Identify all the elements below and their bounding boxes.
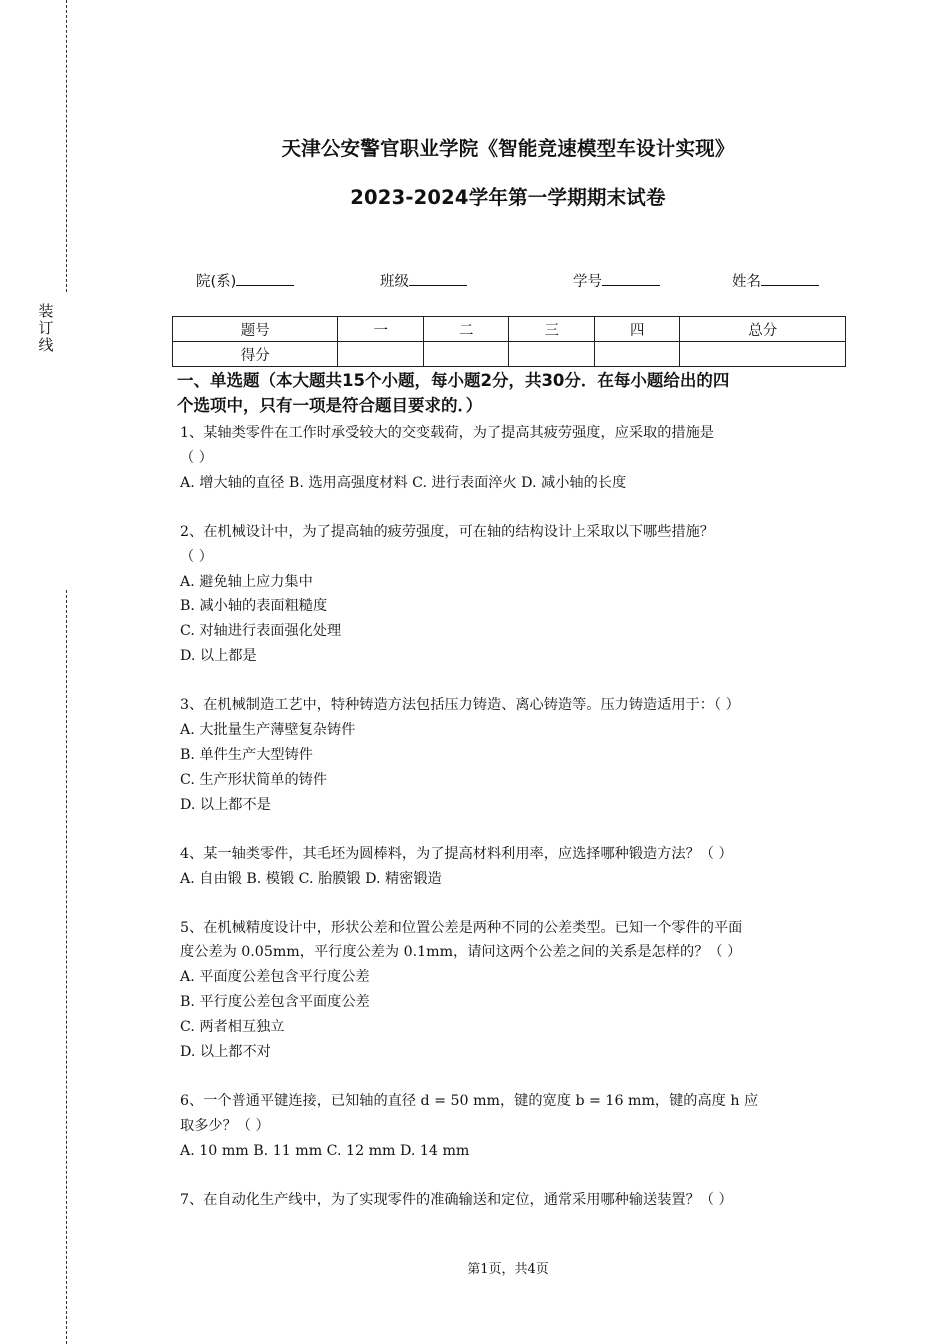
question-item	[180, 842, 840, 892]
score-cell[interactable]	[423, 342, 509, 367]
question-text: （ ）	[180, 548, 213, 565]
question-text: 取多少？（ ）	[180, 1117, 270, 1134]
score-table-score-row	[173, 342, 846, 367]
score-table	[172, 316, 846, 367]
answer-option[interactable]: A. 避免轴上应力集中	[180, 573, 313, 590]
exam-content	[177, 368, 840, 1237]
question-list	[180, 421, 840, 1213]
binding-label	[37, 303, 55, 354]
score-table-header-row	[173, 317, 846, 342]
answer-option[interactable]: A. 增大轴的直径 B. 选用高强度材料 C. 进行表面淬火 D. 减小轴的长度	[180, 474, 627, 491]
question-text: 4、某一轴类零件，其毛坯为圆棒料，为了提高材料利用率，应选择哪种锻造方法？（ ）	[180, 845, 733, 862]
score-cell[interactable]	[338, 342, 424, 367]
question-text: 2、在机械设计中，为了提高轴的疲劳强度，可在轴的结构设计上采取以下哪些措施？	[180, 523, 714, 540]
answer-option[interactable]: D. 以上都是	[180, 648, 257, 665]
question-text: 3、在机械制造工艺中，特种铸造方法包括压力铸造、离心铸造等。压力铸造适用于：（ ）	[180, 697, 740, 714]
class-field[interactable]	[380, 270, 467, 291]
binding-line-lower	[66, 590, 67, 1344]
answer-option[interactable]: C. 两者相互独立	[180, 1019, 285, 1036]
answer-option[interactable]: A. 平面度公差包含平行度公差	[180, 969, 370, 986]
department-label: 院(系)	[196, 274, 237, 290]
score-header-cell: 四	[594, 317, 680, 342]
answer-option[interactable]: C. 生产形状简单的铸件	[180, 771, 328, 788]
answer-option[interactable]: D. 以上都不是	[180, 796, 271, 813]
score-cell[interactable]	[680, 342, 846, 367]
answer-option[interactable]: A. 10 mm B. 11 mm C. 12 mm D. 14 mm	[180, 1142, 470, 1159]
answer-option[interactable]: B. 平行度公差包含平面度公差	[180, 994, 370, 1011]
question-text: 7、在自动化生产线中，为了实现零件的准确输送和定位，通常采用哪种输送装置？（ ）	[180, 1191, 733, 1208]
score-header-cell: 二	[423, 317, 509, 342]
student-id-label: 学号	[573, 274, 602, 290]
binding-char: 订	[38, 319, 54, 337]
name-blank[interactable]	[761, 271, 819, 286]
section-heading-line: 个选项中，只有一项是符合题目要求的．）	[177, 396, 483, 415]
section-heading-line: 一、单选题（本大题共15个小题，每小题2分，共30分．在每小题给出的四	[177, 371, 730, 390]
question-item	[180, 421, 840, 496]
score-row-label: 得分	[173, 342, 338, 367]
student-id-blank[interactable]	[602, 271, 660, 286]
question-text: （ ）	[180, 449, 213, 466]
score-header-cell: 总分	[680, 317, 846, 342]
binding-char: 装	[38, 302, 54, 320]
binding-char: 线	[38, 336, 54, 354]
question-text: 1、某轴类零件在工作时承受较大的交变载荷，为了提高其疲劳强度，应采取的措施是	[180, 425, 714, 441]
page-footer: 第1页，共4页	[467, 1262, 549, 1277]
student-id-field[interactable]	[573, 270, 660, 291]
score-header-cell: 一	[338, 317, 424, 342]
answer-option[interactable]: B. 减小轴的表面粗糙度	[180, 598, 328, 615]
question-item	[180, 916, 840, 1065]
name-field[interactable]	[732, 270, 819, 291]
score-header-cell: 三	[509, 317, 595, 342]
name-label: 姓名	[732, 274, 761, 290]
question-text: 5、在机械精度设计中，形状公差和位置公差是两种不同的公差类型。已知一个零件的平面	[180, 919, 743, 936]
answer-option[interactable]: A. 大批量生产薄壁复杂铸件	[180, 722, 356, 739]
class-blank[interactable]	[409, 271, 467, 286]
answer-option[interactable]: A. 自由锻 B. 模锻 C. 胎膜锻 D. 精密锻造	[180, 870, 442, 887]
question-text: 度公差为 0.05mm，平行度公差为 0.1mm，请问这两个公差之间的关系是怎样的？（ ）	[180, 944, 742, 961]
question-item	[180, 693, 840, 818]
question-item	[180, 520, 840, 669]
question-text: 6、一个普通平键连接，已知轴的直径 d = 50 mm，键的宽度 b = 16 mm，键的高度 h 应	[180, 1092, 759, 1109]
department-field[interactable]	[196, 270, 294, 291]
score-cell[interactable]	[594, 342, 680, 367]
answer-option[interactable]: D. 以上都不对	[180, 1044, 271, 1061]
section-heading	[177, 368, 840, 418]
exam-title-line1: 天津公安警官职业学院《智能竞速模型车设计实现》	[281, 137, 735, 160]
answer-option[interactable]: B. 单件生产大型铸件	[180, 746, 313, 763]
class-label: 班级	[380, 274, 409, 290]
department-blank[interactable]	[236, 271, 294, 286]
answer-option[interactable]: C. 对轴进行表面强化处理	[180, 623, 342, 640]
question-item	[180, 1188, 840, 1213]
score-cell[interactable]	[509, 342, 595, 367]
score-header-cell: 题号	[173, 317, 338, 342]
question-item	[180, 1089, 840, 1164]
exam-title-line2: 2023-2024学年第一学期期末试卷	[350, 186, 666, 209]
